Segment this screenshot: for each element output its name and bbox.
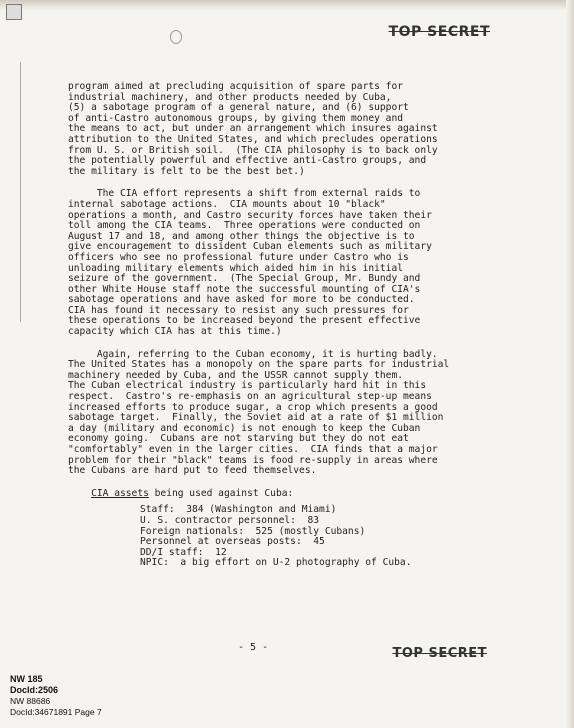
asset-item: NPIC: a big effort on U-2 photography of Cuba. bbox=[140, 557, 412, 569]
document-body bbox=[68, 82, 508, 569]
text-line: respect. Castro's re-emphasis on an agricultural step-up means bbox=[68, 391, 432, 403]
asset-item: Personnel at overseas posts: 45 bbox=[140, 536, 325, 548]
paragraph-3 bbox=[68, 350, 508, 477]
text-line: other White House staff note the successful mounting of CIA's bbox=[68, 283, 421, 295]
text-line: of anti-Castro autonomous groups, by giving them money and bbox=[68, 112, 404, 124]
text-line: August 17 and 18, and among other things the objective is to bbox=[68, 230, 415, 242]
text-line: officers who see no professional future under Castro who is bbox=[68, 251, 409, 263]
text-line: from U. S. or British soil. (The CIA philosophy is to back only bbox=[68, 144, 438, 156]
archive-footer bbox=[10, 674, 102, 718]
classification-stamp-bottom: TOP SECRET bbox=[392, 646, 487, 661]
asset-item: Staff: 384 (Washington and Miami) bbox=[140, 504, 337, 516]
footer-docid-page: DocId:34671891 Page 7 bbox=[10, 707, 102, 717]
text-line: increased efforts to produce sugar, a crop which presents a good bbox=[68, 401, 438, 413]
text-line: the means to act, but under an arrangement which insures against bbox=[68, 123, 438, 135]
punch-hole-icon bbox=[170, 30, 182, 44]
text-line: unloading military elements which aided him in his initial bbox=[68, 262, 404, 274]
asset-item: DD/I staff: 12 bbox=[140, 546, 227, 558]
text-line: "comfortably" even in the larger cities. CIA finds that a major bbox=[68, 444, 438, 455]
text-line: The United States has a monopoly on the spare parts for industrial bbox=[68, 359, 450, 371]
text-line: Again, referring to the Cuban economy, it is hurting badly. bbox=[68, 348, 438, 360]
classification-stamp-top: TOP SECRET bbox=[388, 24, 490, 40]
text-line: The Cuban electrical industry is particularly hard hit in this bbox=[68, 380, 427, 392]
paragraph-2 bbox=[68, 189, 508, 337]
footer-nw-number-2: NW 88686 bbox=[10, 696, 51, 706]
text-line: machinery needed by Cuba, and the USSR cannot supply them. bbox=[68, 369, 404, 381]
scan-edge-top bbox=[0, 0, 574, 10]
text-line: capacity which CIA has at this time.) bbox=[68, 326, 282, 338]
page-number: - 5 - bbox=[238, 642, 269, 653]
text-line: problem for their "black" teams is food re-supply in areas where bbox=[68, 454, 438, 466]
asset-item: U. S. contractor personnel: 83 bbox=[140, 514, 320, 526]
assets-heading-underlined: CIA assets bbox=[91, 487, 149, 499]
assets-heading-rest: being used against Cuba: bbox=[148, 487, 294, 499]
text-line: the military is felt to be the best bet.) bbox=[68, 165, 305, 177]
text-line: the Cubans are hard put to feed themselves. bbox=[68, 465, 317, 477]
text-line: internal sabotage actions. CIA mounts about 10 "black" bbox=[68, 198, 386, 210]
margin-line bbox=[20, 62, 21, 322]
text-line: seizure of the government. (The Special Group, Mr. Bundy and bbox=[68, 273, 421, 285]
text-line: give encouragement to dissident Cuban elements such as military bbox=[68, 241, 432, 253]
text-line: industrial machinery, and other products needed by Cuba, bbox=[68, 91, 392, 103]
footer-docid: DocId:2506 bbox=[10, 685, 59, 695]
asset-item: Foreign nationals: 525 (mostly Cubans) bbox=[140, 525, 366, 537]
text-line: The CIA effort represents a shift from external raids to bbox=[68, 188, 421, 200]
text-line: program aimed at precluding acquisition of spare parts for bbox=[68, 81, 404, 92]
text-line: sabotage operations and have asked for more to be conducted. bbox=[68, 294, 415, 306]
text-line: operations a month, and Castro security forces have taken their bbox=[68, 209, 432, 221]
text-line: economy going. Cubans are not starving but they do not eat bbox=[68, 433, 409, 445]
text-line: toll among the CIA teams. Three operations were conducted on bbox=[68, 220, 421, 232]
scan-edge-right bbox=[566, 0, 574, 728]
text-line: sabotage target. Finally, the Soviet aid at a rate of $1 million bbox=[68, 412, 444, 424]
text-line: CIA has found it necessary to resist any such pressures for bbox=[68, 304, 409, 316]
text-line: these operations to be increased beyond the present effective bbox=[68, 315, 421, 327]
text-line: a day (military and economic) is not enough to keep the Cuban bbox=[68, 422, 421, 434]
text-line: the potentially powerful and effective anti-Castro groups, and bbox=[68, 155, 427, 167]
text-line: attribution to the United States, and which precludes operations bbox=[68, 133, 438, 145]
footer-nw-number: NW 185 bbox=[10, 674, 43, 684]
paragraph-1 bbox=[68, 82, 508, 177]
assets-heading bbox=[68, 489, 508, 500]
text-line: (5) a sabotage program of a general nature, and (6) support bbox=[68, 102, 409, 114]
assets-list bbox=[68, 505, 508, 569]
corner-mark-icon bbox=[6, 4, 22, 20]
assets-section bbox=[68, 489, 508, 569]
